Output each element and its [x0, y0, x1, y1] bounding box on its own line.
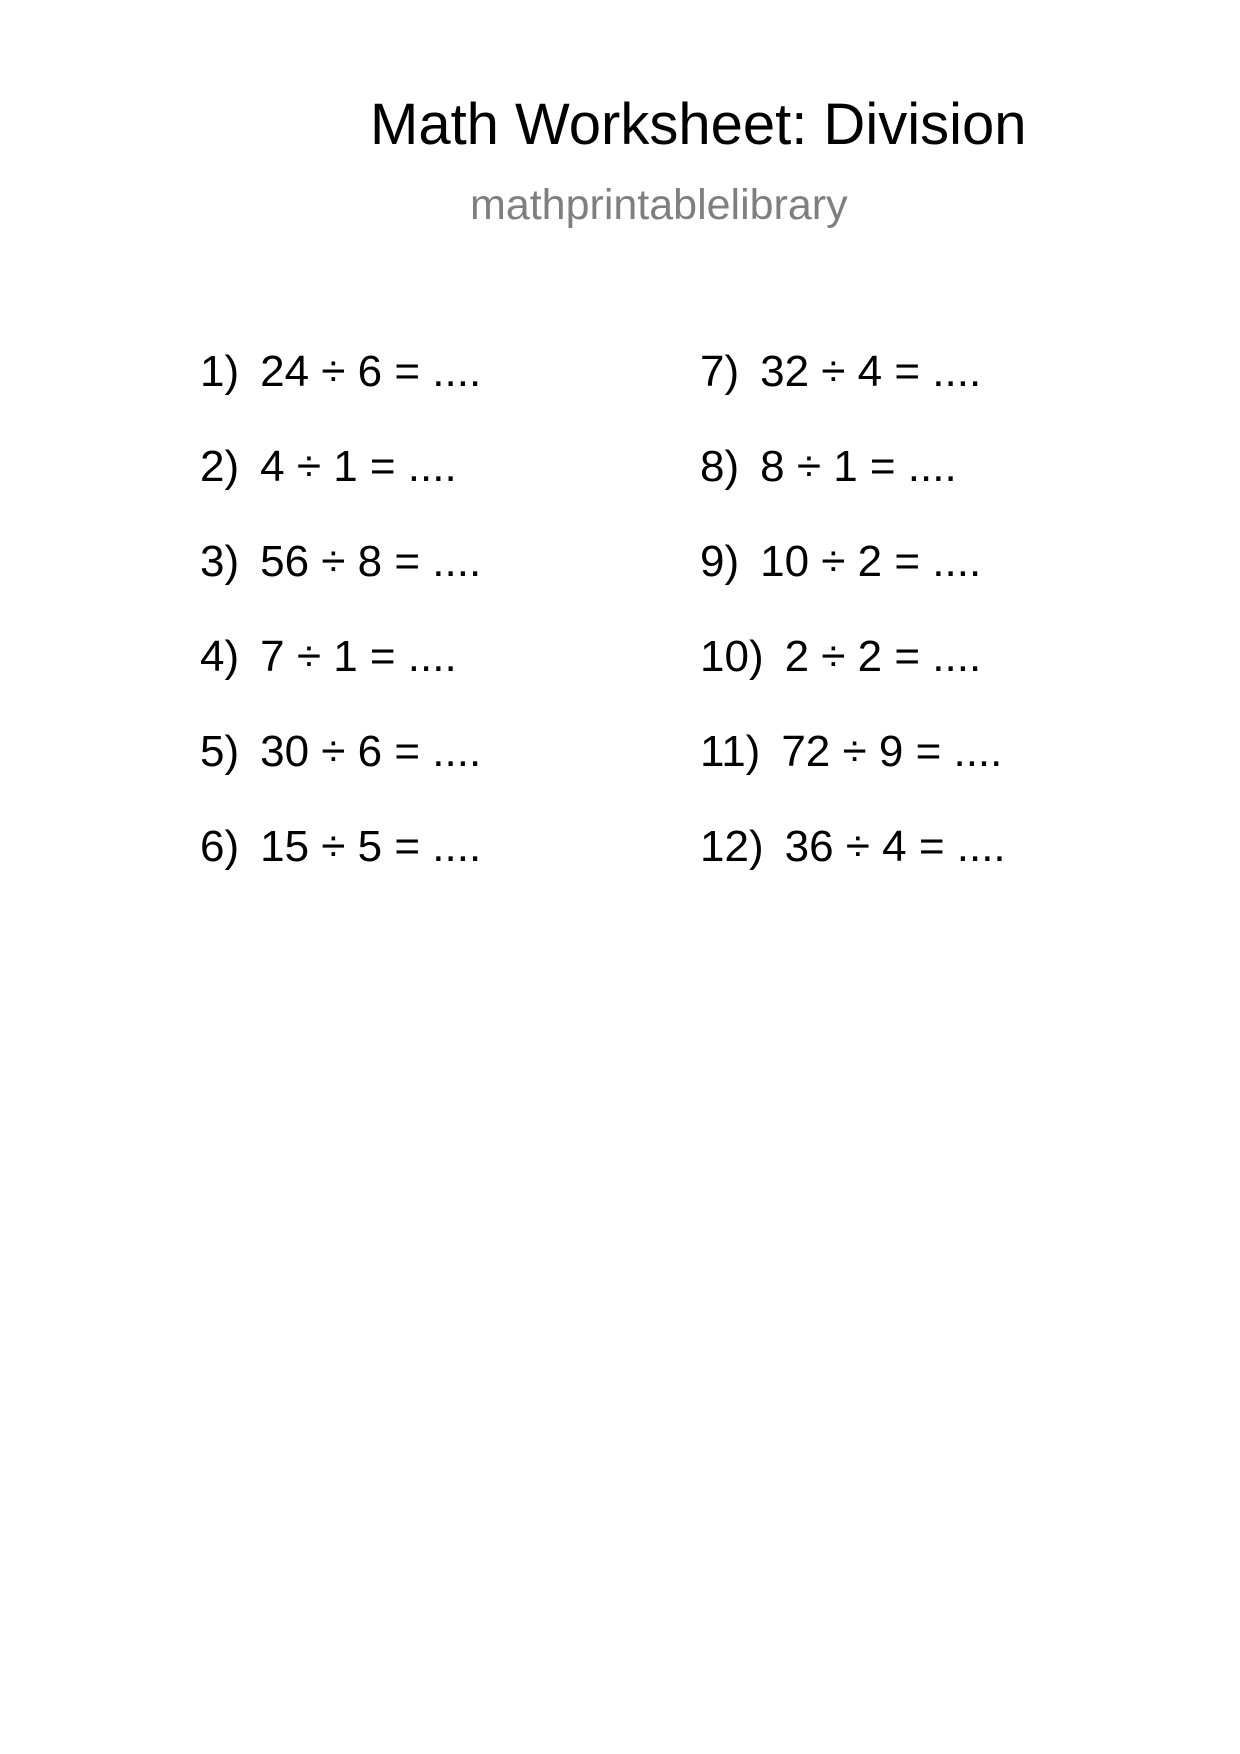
problem-number: 2) [200, 442, 240, 491]
problem-number: 10) [700, 632, 764, 681]
problem-expression: 72 ÷ 9 = .... [781, 727, 1003, 776]
problem-item [700, 727, 1006, 825]
problem-item [700, 632, 1006, 730]
problem-item [200, 442, 481, 540]
problems-column-right [700, 347, 1006, 920]
problem-number: 12) [700, 822, 764, 871]
problem-item [200, 727, 482, 825]
problem-item [700, 442, 1006, 540]
problem-number: 7) [700, 347, 740, 396]
problem-number: 6) [200, 822, 240, 871]
problem-number: 3) [200, 537, 240, 586]
problem-expression: 7 ÷ 1 = .... [260, 632, 457, 681]
problem-number: 1) [200, 347, 240, 396]
problem-number: 11) [700, 727, 761, 776]
problems-column-left [200, 347, 482, 920]
problem-expression: 4 ÷ 1 = .... [260, 442, 457, 491]
problem-item [200, 537, 482, 635]
problem-item [200, 347, 482, 445]
worksheet-subtitle: mathprintablelibrary [470, 181, 848, 229]
problem-item [700, 347, 1006, 445]
problem-item [700, 537, 1006, 635]
problem-expression: 32 ÷ 4 = .... [760, 347, 982, 396]
problem-item [200, 822, 482, 920]
problem-number: 4) [200, 632, 240, 681]
problem-item [700, 822, 1006, 920]
problem-expression: 15 ÷ 5 = .... [260, 822, 482, 871]
problem-item [200, 632, 481, 730]
problem-number: 5) [200, 727, 240, 776]
problem-expression: 56 ÷ 8 = .... [260, 537, 482, 586]
problem-expression: 36 ÷ 4 = .... [784, 822, 1006, 871]
problem-number: 9) [700, 537, 740, 586]
problem-expression: 24 ÷ 6 = .... [260, 347, 482, 396]
problem-expression: 30 ÷ 6 = .... [260, 727, 482, 776]
worksheet-title: Math Worksheet: Division [370, 92, 1027, 157]
problem-expression: 2 ÷ 2 = .... [784, 632, 982, 681]
problem-expression: 10 ÷ 2 = .... [760, 537, 982, 586]
problem-number: 8) [700, 442, 740, 491]
problem-expression: 8 ÷ 1 = .... [760, 442, 957, 491]
